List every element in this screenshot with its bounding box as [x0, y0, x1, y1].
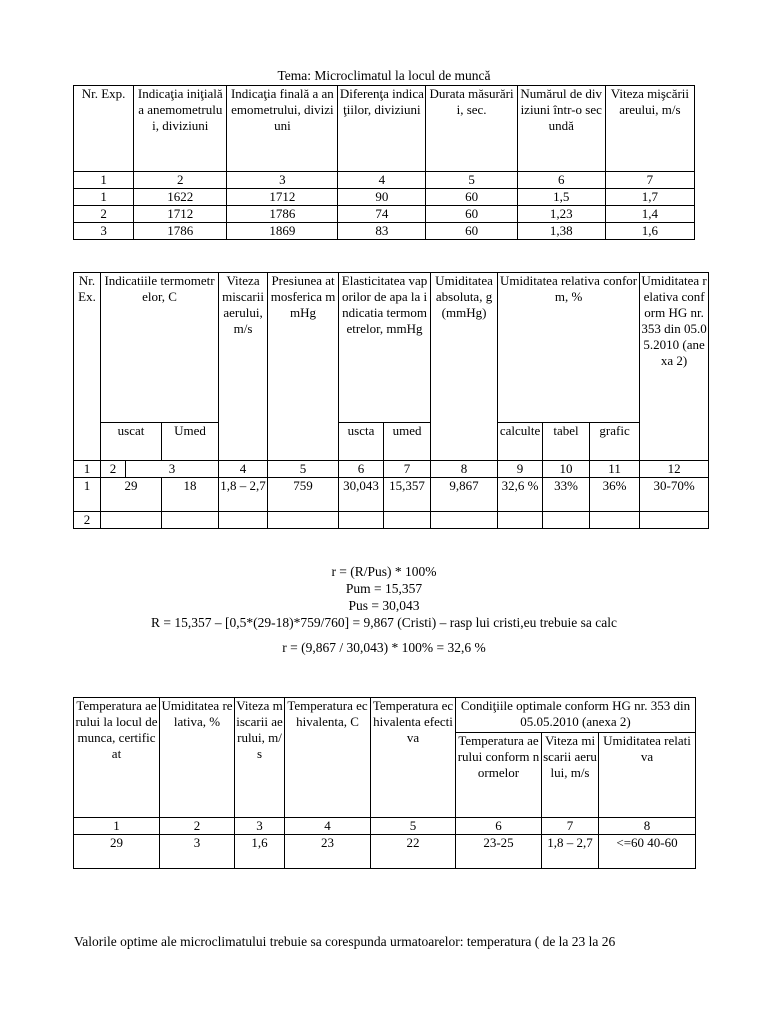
t2-cell: 1,8 – 2,7	[219, 478, 268, 512]
t1-cell: 90	[338, 189, 426, 206]
t2-num: 9	[498, 461, 543, 478]
t1-cell: 1712	[134, 206, 227, 223]
t2-num: 12	[640, 461, 709, 478]
t3-cell: 23	[285, 835, 371, 869]
t1-cell: 1,4	[605, 206, 694, 223]
t1-header-diff: Diferenţa indicaţiilor, diviziuni	[338, 86, 426, 172]
t2-cell	[431, 512, 498, 529]
t2-cell	[219, 512, 268, 529]
t1-num: 4	[338, 172, 426, 189]
footer-text: Valorile optime ale microclimatului trebuie sa corespunda urmatoarelor: temperatura ( de la 23 la 26	[74, 934, 616, 949]
t2-cell	[162, 512, 219, 529]
t1-num: 3	[227, 172, 338, 189]
t3-cell: 22	[371, 835, 456, 869]
t1-cell: 1	[74, 189, 134, 206]
t2-cell	[268, 512, 339, 529]
table-row	[74, 206, 695, 223]
t2-cell	[384, 512, 431, 529]
t2-subheader-grafic: grafic	[590, 423, 640, 461]
formula-r: r = (R/Pus) * 100%	[331, 564, 437, 579]
formula-R: R = 15,357 – [0,5*(29-18)*759/760] = 9,867 (Cristi) – rasp lui cristi,eu trebuie sa calc	[151, 615, 617, 630]
t2-cell	[640, 512, 709, 529]
t2-header-indicatii: Indicatiile termometrelor, C	[101, 273, 219, 423]
formula-pus: Pus = 30,043	[348, 598, 420, 613]
thermometer-table	[73, 272, 709, 529]
t1-num: 7	[605, 172, 694, 189]
t3-subheader-viteza: Viteza miscarii aerului, m/s	[542, 733, 599, 818]
t3-cell: 23-25	[456, 835, 542, 869]
t1-num: 1	[74, 172, 134, 189]
table-row	[74, 223, 695, 240]
t2-cell: 15,357	[384, 478, 431, 512]
t2-cell: 9,867	[431, 478, 498, 512]
t2-cell: 30-70%	[640, 478, 709, 512]
t2-cell	[543, 512, 590, 529]
t1-num: 6	[517, 172, 605, 189]
t2-header-nr: Nr. Ex.	[74, 273, 101, 461]
t1-cell: 60	[426, 223, 517, 240]
t2-num: 11	[590, 461, 640, 478]
t2-cell	[498, 512, 543, 529]
anemometer-table	[73, 85, 695, 240]
t3-header-viteza: Viteza miscarii aerului, m/s	[235, 698, 285, 818]
table-row	[74, 835, 696, 869]
t2-num: 7	[384, 461, 431, 478]
t1-num: 5	[426, 172, 517, 189]
t3-num: 2	[160, 818, 235, 835]
table-row	[74, 189, 695, 206]
t2-num: 8	[431, 461, 498, 478]
t1-cell: 1786	[134, 223, 227, 240]
t2-num: 6	[339, 461, 384, 478]
t3-numbering-row	[74, 818, 696, 835]
t2-cell: 29	[101, 478, 162, 512]
optimal-conditions-table	[73, 697, 696, 869]
t1-cell: 1,7	[605, 189, 694, 206]
t2-cell	[339, 512, 384, 529]
t2-cell: 18	[162, 478, 219, 512]
t1-cell: 60	[426, 189, 517, 206]
t3-header-conditii: Condiţiile optimale conform HG nr. 353 din 05.05.2010 (anexa 2)	[456, 698, 696, 733]
t2-num: 1	[74, 461, 101, 478]
formula-result: r = (9,867 / 30,043) * 100% = 32,6 %	[282, 640, 486, 655]
t1-cell: 1,5	[517, 189, 605, 206]
t2-subheader-uscat: uscat	[101, 423, 162, 461]
t2-cell: 2	[74, 512, 101, 529]
t1-cell: 1,38	[517, 223, 605, 240]
t2-num: 4	[219, 461, 268, 478]
t2-header-umid-hg: Umiditatea relativa conform HG nr.353 din 05.05.2010 (anexa 2)	[640, 273, 709, 461]
t2-num: 2	[101, 461, 126, 478]
t2-cell: 759	[268, 478, 339, 512]
t1-numbering-row	[74, 172, 695, 189]
t2-num: 3	[126, 461, 219, 478]
t1-cell: 83	[338, 223, 426, 240]
formula-pum: Pum = 15,357	[345, 581, 423, 596]
t2-header-umid-abs: Umiditatea absoluta, g(mmHg)	[431, 273, 498, 461]
t3-cell: 1,8 – 2,7	[542, 835, 599, 869]
t3-num: 1	[74, 818, 160, 835]
t1-cell: 3	[74, 223, 134, 240]
t1-cell: 60	[426, 206, 517, 223]
t2-subheader-tabel: tabel	[543, 423, 590, 461]
t1-header-initial: Indicaţia iniţială a anemometrului, diviziuni	[134, 86, 227, 172]
t1-header-div-per-sec: Numărul de diviziuni într-o secundă	[517, 86, 605, 172]
t1-num: 2	[134, 172, 227, 189]
t2-num: 5	[268, 461, 339, 478]
t3-num: 7	[542, 818, 599, 835]
t2-cell: 32,6 %	[498, 478, 543, 512]
t3-num: 4	[285, 818, 371, 835]
t1-header-final: Indicaţia finală a anemometrului, diviziuni	[227, 86, 338, 172]
t3-num: 3	[235, 818, 285, 835]
t2-cell: 30,043	[339, 478, 384, 512]
t2-cell: 36%	[590, 478, 640, 512]
t3-subheader-temp-norme: Temperatura aerului conform normelor	[456, 733, 542, 818]
t1-cell: 1712	[227, 189, 338, 206]
t2-header-elasticitatea: Elasticitatea vaporilor de apa la indicatia termometrelor, mmHg	[339, 273, 431, 423]
t2-num: 10	[543, 461, 590, 478]
t2-cell: 33%	[543, 478, 590, 512]
t3-cell: 29	[74, 835, 160, 869]
t2-header-presiune: Presiunea atmosferica mmHg	[268, 273, 339, 461]
t3-cell: 1,6	[235, 835, 285, 869]
t3-cell: 3	[160, 835, 235, 869]
t1-cell: 1,6	[605, 223, 694, 240]
page-title: Tema: Microclimatul la locul de muncă	[277, 68, 491, 83]
t3-header-temp: Temperatura aerului la locul de munca, certificat	[74, 698, 160, 818]
t1-cell: 2	[74, 206, 134, 223]
t2-subheader-usct: uscta	[339, 423, 384, 461]
t3-header-umid: Umiditatea relativa, %	[160, 698, 235, 818]
t1-header-speed: Viteza mişcării areului, m/s	[605, 86, 694, 172]
t2-subheader-calcul: calculte	[498, 423, 543, 461]
t2-cell: 1	[74, 478, 101, 512]
t2-subheader-umed: Umed	[162, 423, 219, 461]
t3-header-temp-echiv: Temperatura echivalenta, C	[285, 698, 371, 818]
t2-header-viteza: Viteza miscarii aerului, m/s	[219, 273, 268, 461]
t3-subheader-umid: Umiditatea relativa	[599, 733, 696, 818]
t1-cell: 74	[338, 206, 426, 223]
t1-header-nr: Nr. Exp.	[74, 86, 134, 172]
table-row	[74, 478, 709, 512]
table-row	[74, 512, 709, 529]
t2-numbering-row	[74, 461, 709, 478]
t3-num: 6	[456, 818, 542, 835]
t3-num: 5	[371, 818, 456, 835]
t3-num: 8	[599, 818, 696, 835]
t2-subheader-umed2: umed	[384, 423, 431, 461]
t3-cell: <=60 40-60	[599, 835, 696, 869]
t1-header-duration: Durata măsurării, sec.	[426, 86, 517, 172]
t1-cell: 1786	[227, 206, 338, 223]
t2-cell	[590, 512, 640, 529]
t2-cell	[101, 512, 162, 529]
t3-header-temp-efectiva: Temperatura echivalenta efectiva	[371, 698, 456, 818]
t2-header-umid-rel: Umiditatea relativa conform, %	[498, 273, 640, 423]
t1-cell: 1,23	[517, 206, 605, 223]
t1-cell: 1622	[134, 189, 227, 206]
t1-cell: 1869	[227, 223, 338, 240]
